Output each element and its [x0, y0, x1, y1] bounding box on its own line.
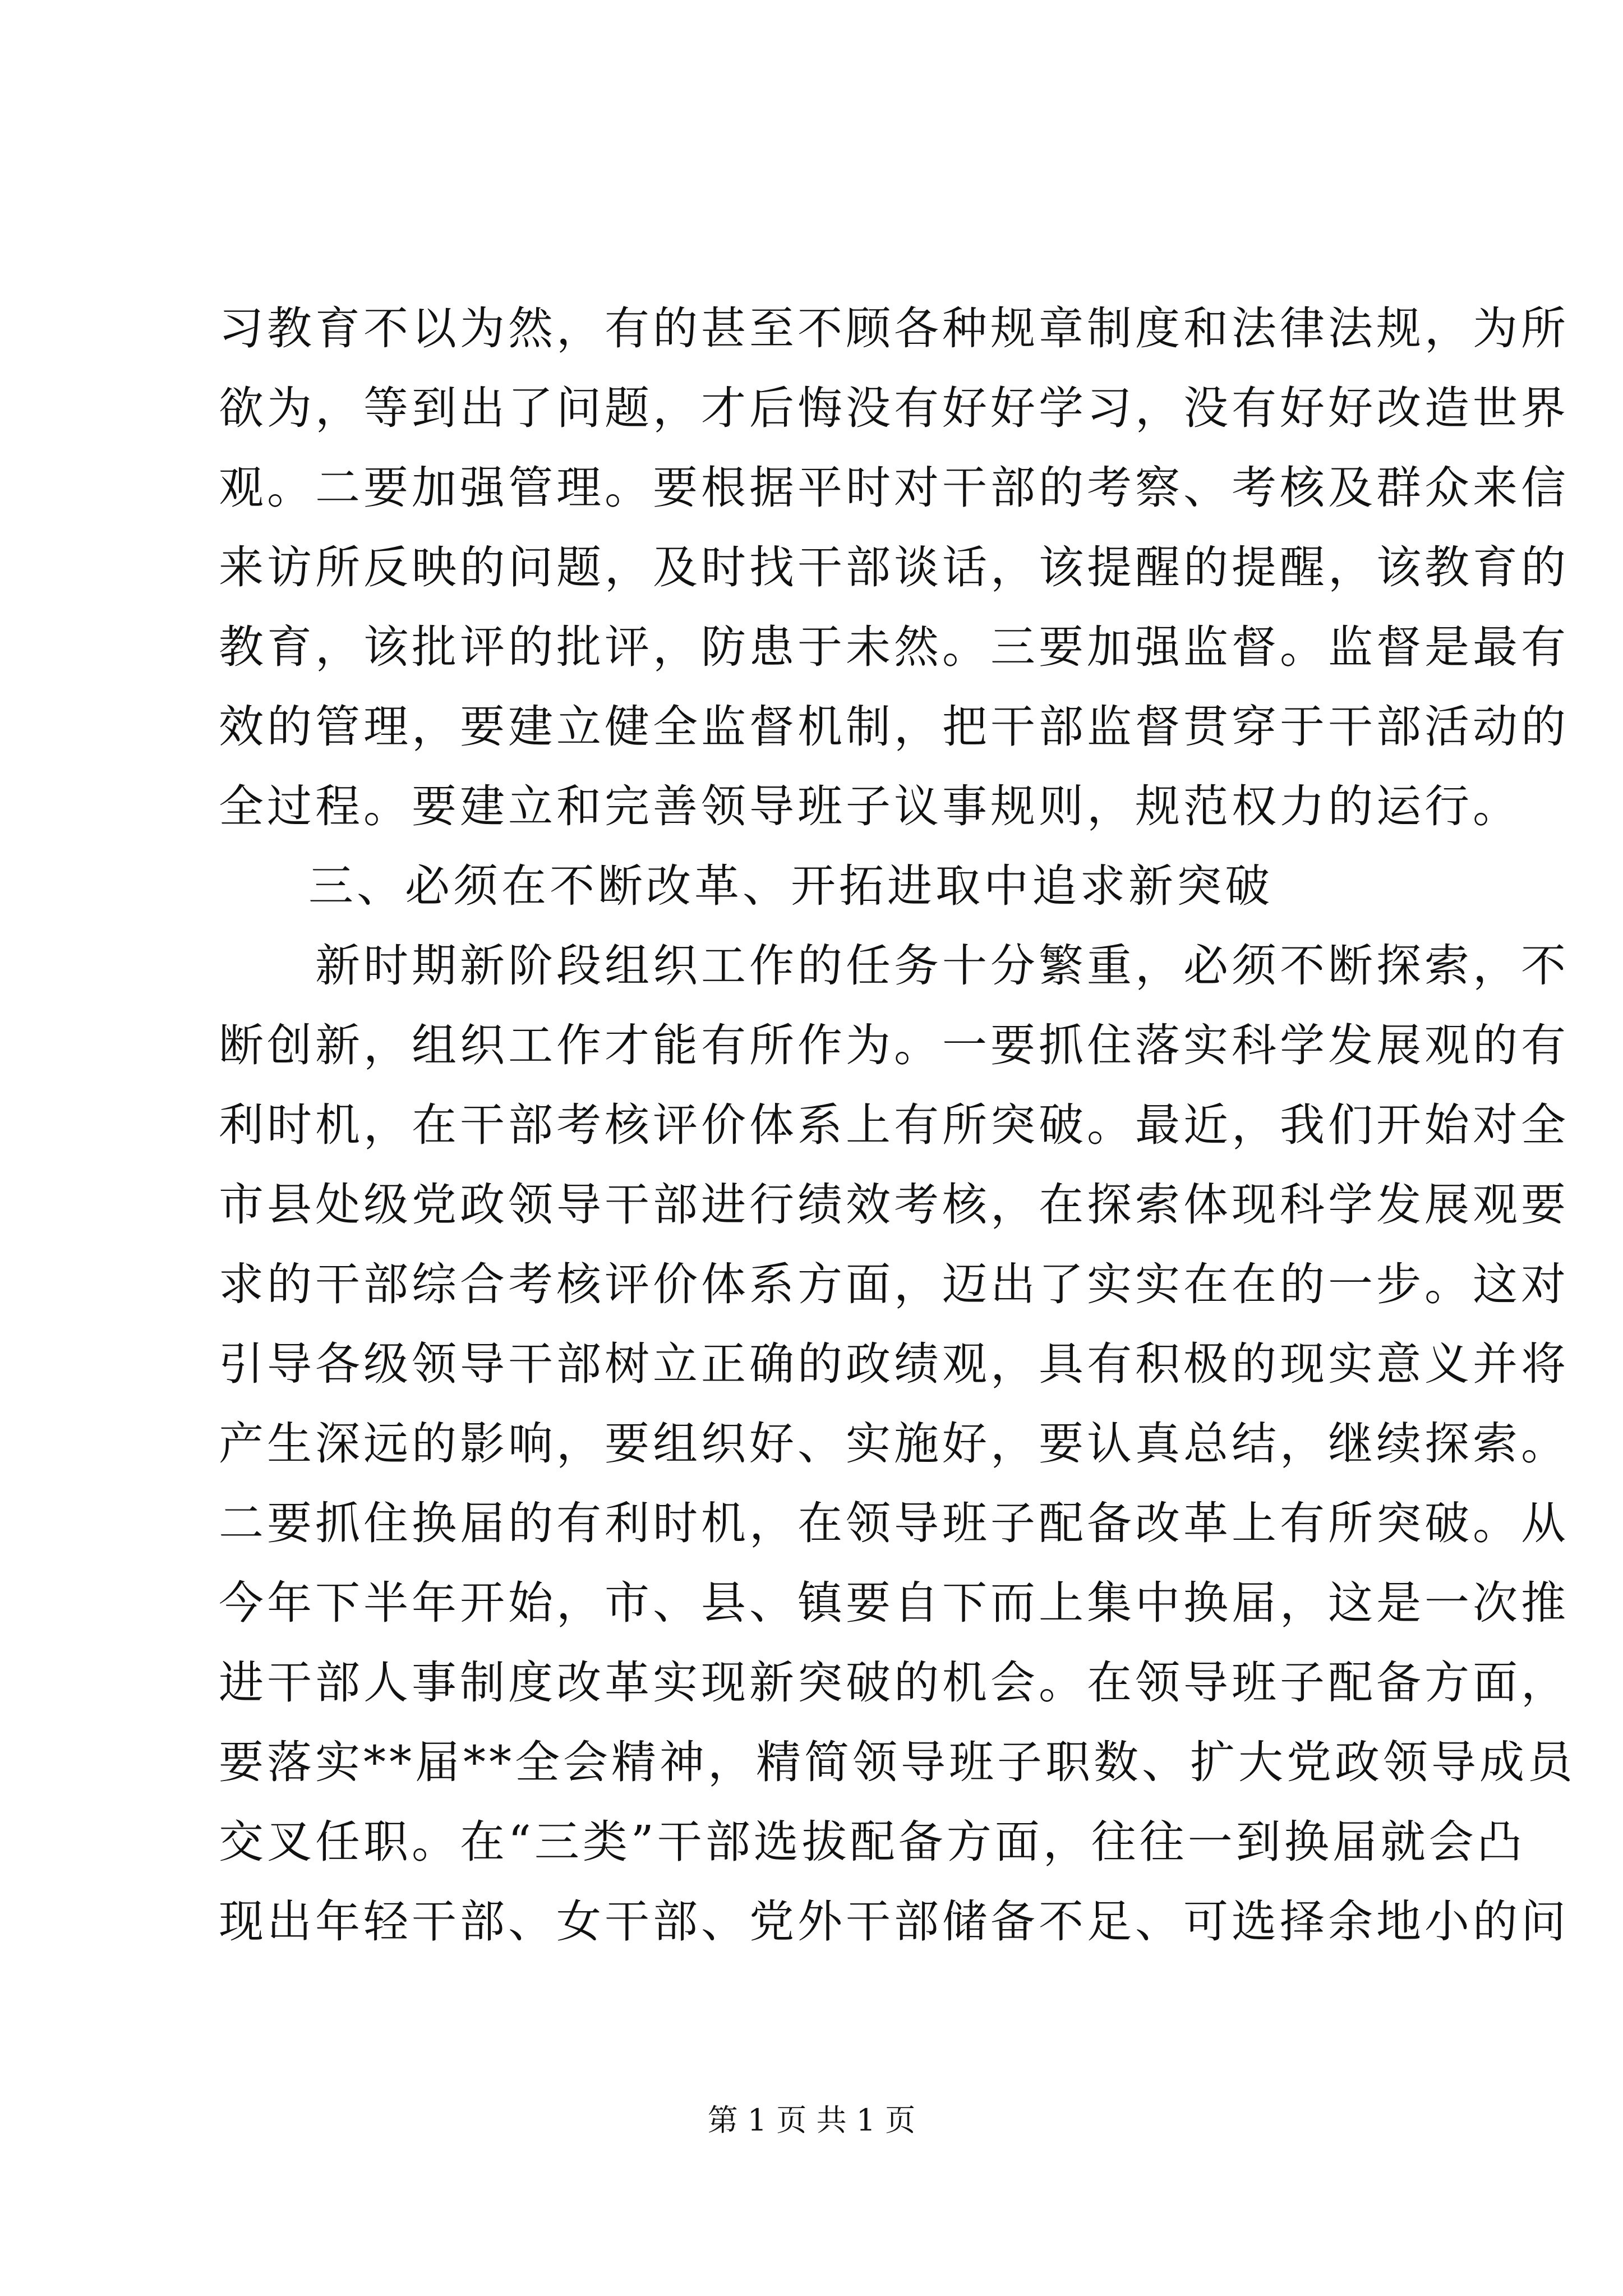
text-line: 进干部人事制度改革实现新突破的机会。在领导班子配备方面，	[219, 1657, 1569, 1709]
text-line: 求的干部综合考核评价体系方面，迈出了实实在在的一步。这对	[219, 1258, 1569, 1310]
text-line: 交叉任职。在“三类”干部选拔配备方面，往往一到换届就会凸	[219, 1816, 1525, 1868]
text-line: 新时期新阶段组织工作的任务十分繁重，必须不断探索，不	[219, 940, 1569, 992]
text-line: 利时机，在干部考核评价体系上有所突破。最近，我们开始对全	[219, 1099, 1569, 1151]
text-line: 全过程。要建立和完善领导班子议事规则，规范权力的运行。	[219, 780, 1521, 832]
text-line: 效的管理，要建立健全监督机制，把干部监督贯穿于干部活动的	[219, 701, 1569, 753]
text-line: 产生深远的影响，要组织好、实施好，要认真总结，继续探索。	[219, 1418, 1569, 1470]
text-line: 二要抓住换届的有利时机，在领导班子配备改革上有所突破。从	[219, 1497, 1569, 1549]
text-line: 习教育不以为然，有的甚至不顾各种规章制度和法律法规，为所	[219, 302, 1569, 355]
text-line: 欲为，等到出了问题，才后悔没有好好学习，没有好好改造世界	[219, 382, 1569, 434]
text-line: 观。二要加强管理。要根据平时对干部的考察、考核及群众来信	[219, 462, 1569, 514]
page-number-footer: 第 1 页 共 1 页	[707, 2102, 916, 2138]
text-line: 教育，该批评的批评，防患于未然。三要加强监督。监督是最有	[219, 621, 1569, 673]
text-line: 断创新，组织工作才能有所作为。一要抓住落实科学发展观的有	[219, 1019, 1569, 1071]
text-line: 今年下半年开始，市、县、镇要自下而上集中换届，这是一次推	[219, 1577, 1569, 1629]
text-line: 市县处级党政领导干部进行绩效考核，在探索体现科学发展观要	[219, 1179, 1569, 1231]
section-heading: 三、必须在不断改革、开拓进取中追求新突破	[308, 860, 1273, 912]
text-line: 要落实**届**全会精神，精简领导班子职数、扩大党政领导成员	[219, 1736, 1576, 1788]
text-line: 现出年轻干部、女干部、党外干部储备不足、可选择余地小的问	[219, 1895, 1569, 1948]
text-line: 来访所反映的问题，及时找干部谈话，该提醒的提醒，该教育的	[219, 541, 1569, 593]
body-text	[219, 289, 1576, 1962]
text-line: 引导各级领导干部树立正确的政绩观，具有积极的现实意义并将	[219, 1338, 1569, 1390]
